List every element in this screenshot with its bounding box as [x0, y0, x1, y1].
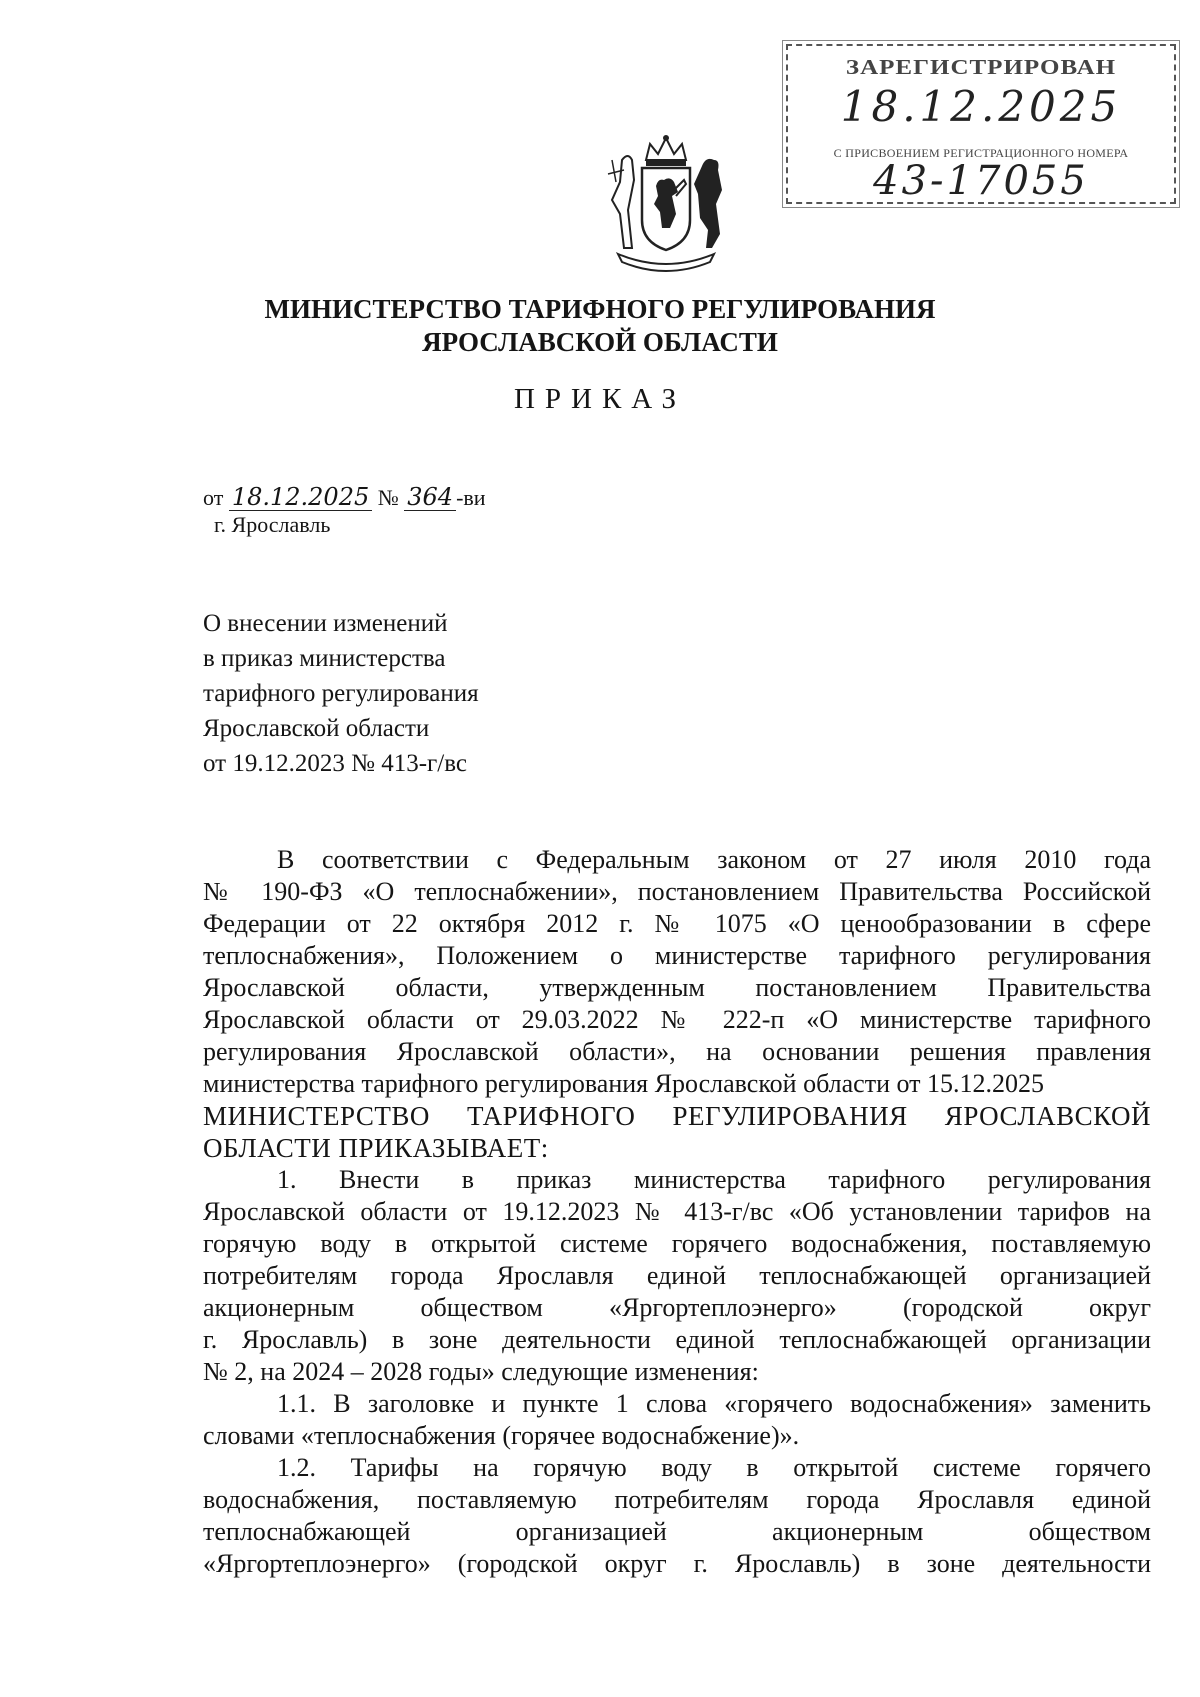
- body-line: теплоснабжения», Положением о министерстве тарифного регулирования: [203, 941, 1151, 970]
- order-suffix: -ви: [456, 485, 486, 510]
- body-line: министерства тарифного регулирования Ярославской области от 15.12.2025: [203, 1069, 1045, 1098]
- body-line: № 2, на 2024 – 2028 годы» следующие изменения:: [203, 1357, 759, 1386]
- from-label: от: [203, 485, 224, 510]
- body-line: теплоснабжающей организацией акционерным обществом: [203, 1517, 1151, 1546]
- body-line: 1. Внести в приказ министерства тарифного регулирования: [277, 1165, 1151, 1194]
- order-city: г. Ярославль: [214, 512, 331, 537]
- ministry-name-line2: ЯРОСЛАВСКОЙ ОБЛАСТИ: [422, 327, 778, 357]
- subject-line: тарифного регулирования: [203, 680, 479, 707]
- body-line: 1.1. В заголовке и пункте 1 слова «горячего водоснабжения» заменить: [277, 1389, 1151, 1418]
- stamp-number: 43-17055: [873, 158, 1089, 204]
- ministry-name-line1: МИНИСТЕРСТВО ТАРИФНОГО РЕГУЛИРОВАНИЯ: [264, 294, 936, 324]
- body-line: Ярославской области от 29.03.2022 № 222-п «О министерстве тарифного: [203, 1005, 1151, 1034]
- yaroslavl-coat-of-arms-icon: [598, 130, 734, 280]
- order-number: 364: [404, 484, 456, 511]
- subject-line: Ярославской области: [203, 715, 430, 742]
- body-line: словами «теплоснабжения (горячее водоснабжение)».: [203, 1421, 800, 1450]
- body-line: Федерации от 22 октября 2012 г. № 1075 «О ценообразовании в сфере: [203, 909, 1151, 938]
- registration-stamp: [786, 44, 1176, 204]
- body-line: акционерным обществом «Яргортеплоэнерго» (городской округ: [203, 1293, 1151, 1322]
- number-label: №: [377, 485, 399, 510]
- body-line: МИНИСТЕРСТВО ТАРИФНОГО РЕГУЛИРОВАНИЯ ЯРОСЛАВСКОЙ: [203, 1101, 1151, 1131]
- body-line: Ярославской области от 19.12.2023 № 413-г/вс «Об установлении тарифов на: [203, 1197, 1151, 1226]
- body-line: В соответствии с Федеральным законом от 27 июля 2010 года: [277, 845, 1151, 874]
- order-body: [203, 844, 1151, 1580]
- body-line: № 190-ФЗ «О теплоснабжении», постановлением Правительства Российской: [203, 877, 1151, 906]
- subject-line: от 19.12.2023 № 413-г/вс: [203, 750, 467, 777]
- order-dateline: [203, 484, 486, 511]
- stamp-date: 18.12.2025: [840, 82, 1122, 131]
- body-line: потребителям города Ярославля единой теплоснабжающей организацией: [203, 1261, 1151, 1290]
- body-line: горячую воду в открытой системе горячего водоснабжения, поставляемую: [203, 1229, 1151, 1258]
- order-date: 18.12.2025: [229, 484, 372, 511]
- stamp-title: ЗАРЕГИСТРИРОВАН: [845, 56, 1117, 80]
- order-subject: [203, 606, 479, 781]
- body-line: 1.2. Тарифы на горячую воду в открытой системе горячего: [277, 1453, 1151, 1482]
- stamp-subtitle: С ПРИСВОЕНИЕМ РЕГИСТРАЦИОННОГО НОМЕРА: [833, 146, 1129, 160]
- body-line: г. Ярославль) в зоне деятельности единой теплоснабжающей организации: [203, 1325, 1151, 1354]
- document-type: ПРИКАЗ: [513, 383, 687, 415]
- body-line: ОБЛАСТИ ПРИКАЗЫВАЕТ:: [203, 1133, 549, 1163]
- subject-line: в приказ министерства: [203, 645, 446, 672]
- subject-line: О внесении изменений: [203, 610, 448, 637]
- body-line: «Яргортеплоэнерго» (городской округ г. Ярославль) в зоне деятельности: [203, 1549, 1151, 1578]
- body-line: регулирования Ярославской области», на основании решения правления: [203, 1037, 1151, 1066]
- body-line: Ярославской области, утвержденным постановлением Правительства: [203, 973, 1151, 1002]
- body-line: водоснабжения, поставляемую потребителям города Ярославля единой: [203, 1485, 1151, 1514]
